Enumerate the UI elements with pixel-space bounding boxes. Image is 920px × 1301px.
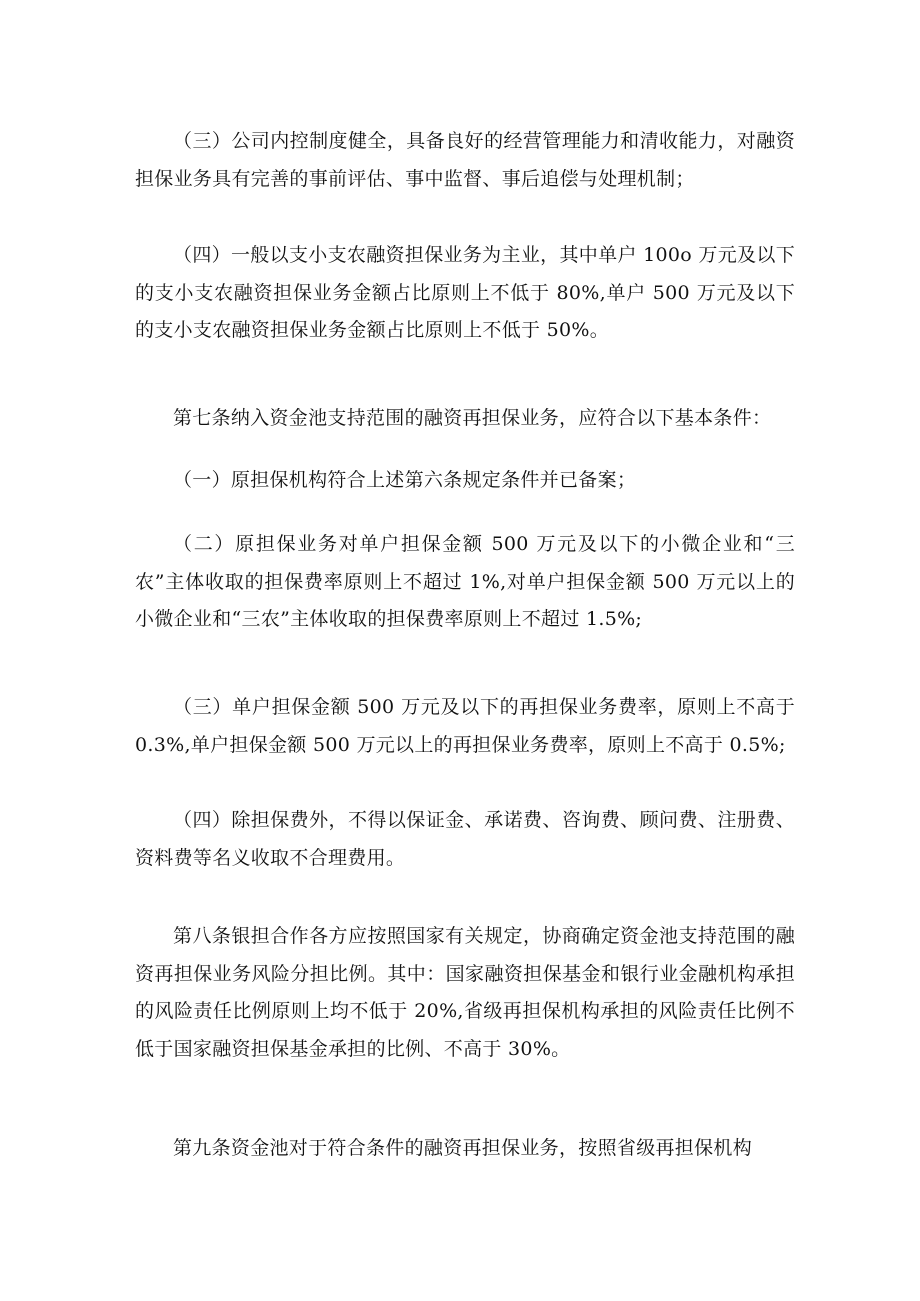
paragraph-article-8: 第八条银担合作各方应按照国家有关规定，协商确定资金池支持范围的融资再担保业务风险分担比例。其中：国家融资担保基金和银行业金融机构承担的风险责任比例原则上均不低于 20%,省级再担保机构承担的风险责任比例不低于国家融资担保基金承担的比例、不高于 30%。 bbox=[135, 925, 795, 1060]
paragraph-article-7-item-2: （二）原担保业务对单户担保金额 500 万元及以下的小微企业和“三农”主体收取的担保费率原则上不超过 1%,对单户担保金额 500 万元以上的小微企业和“三农”主体收取的担保费率原则上不超过 1.5%; bbox=[135, 533, 795, 630]
paragraph-clause-3-internal-control: （三）公司内控制度健全，具备良好的经营管理能力和清收能力，对融资担保业务具有完善的事前评估、事中监督、事后追偿与处理机制； bbox=[135, 130, 795, 190]
paragraph-article-9: 第九条资金池对于符合条件的融资再担保业务，按照省级再担保机构 bbox=[173, 1137, 753, 1159]
paragraph-article-7-item-4: （四）除担保费外，不得以保证金、承诺费、咨询费、顾问费、注册费、资料费等名义收取不合理费用。 bbox=[135, 809, 795, 869]
paragraph-article-7-item-3: （三）单户担保金额 500 万元及以下的再担保业务费率，原则上不高于 0.3%,单户担保金额 500 万元以上的再担保业务费率，原则上不高于 0.5%; bbox=[135, 696, 795, 756]
paragraph-article-7-heading: 第七条纳入资金池支持范围的融资再担保业务，应符合以下基本条件： bbox=[173, 407, 772, 429]
paragraph-article-7-item-1: （一）原担保机构符合上述第六条规定条件并已备案； bbox=[173, 469, 637, 491]
paragraph-clause-4-business-focus: （四）一般以支小支农融资担保业务为主业，其中单户 100o 万元及以下的支小支农融资担保业务金额占比原则上不低于 80%,单户 500 万元及以下的支小支农融资担保业务金额占比原则上不低于 50%。 bbox=[135, 244, 795, 341]
